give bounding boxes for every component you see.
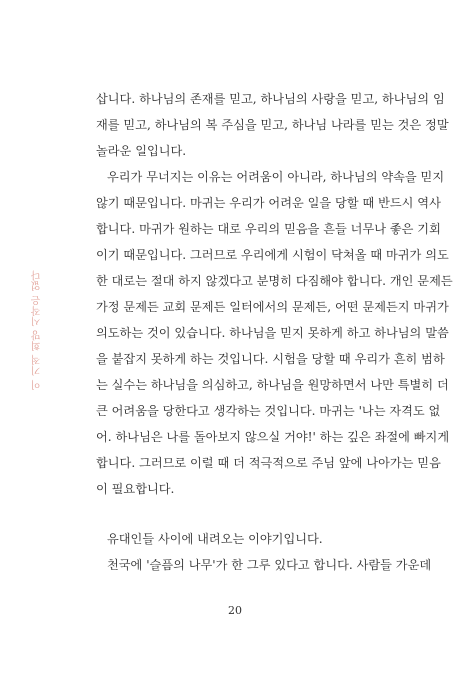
text-line: 합니다. 마귀가 원하는 대로 우리의 믿음을 흔들 너무나 좋은 기회 (96, 222, 441, 236)
text-line: 이기 때문입니다. 그러므로 우리에게 시험이 닥쳐올 때 마귀가 의도 (96, 248, 449, 262)
text-line: 의도하는 것이 있습니다. 하나님을 믿지 못하게 하고 하나님의 말씀 (96, 326, 449, 340)
text-line: 는 실수는 하나님을 의심하고, 하나님을 원망하면서 나만 특별히 더 (96, 378, 449, 392)
text-line: 을 붙잡지 못하게 하는 것입니다. 시험을 당할 때 우리가 흔히 범하 (96, 352, 445, 366)
text-line: 재를 믿고, 하나님의 복 주심을 믿고, 하나님 나라를 믿는 것은 정말 (96, 118, 449, 132)
running-chapter-title (30, 270, 44, 390)
text-line: 삽니다. 하나님의 존재를 믿고, 하나님의 사랑을 믿고, 하나님의 임 (96, 92, 445, 106)
running-chapter-title-text: 이 기적 희망 시작은 없다 (31, 270, 43, 390)
text-line: 이 필요합니다. (96, 482, 175, 496)
paragraph-gap (96, 502, 426, 526)
text-line: 않기 때문입니다. 마귀는 우리가 어려운 일을 당할 때 반드시 역사 (96, 196, 441, 210)
text-line: 유대인들 사이에 내려오는 이야기입니다. (107, 532, 323, 546)
text-line: 놀라운 일입니다. (96, 144, 187, 158)
text-line: 가정 문제든 교회 문제든 일터에서의 문제든, 어떤 문제든지 마귀가 (96, 300, 449, 314)
body-text (96, 86, 453, 578)
text-line: 큰 어려움을 당한다고 생각하는 것입니다. 마귀는 '나는 자격도 없 (96, 404, 441, 418)
text-line: 우리가 무너지는 이유는 어려움이 아니라, 하나님의 약속을 믿지 (107, 170, 445, 184)
text-line: 천국에 '슬픔의 나무'가 한 그루 있다고 합니다. 사람들 가운데 (107, 558, 432, 572)
text-line: 어. 하나님은 나를 돌아보지 않으실 거야!' 하는 깊은 좌절에 빠지게 (96, 430, 450, 444)
page-number: 20 (228, 604, 242, 617)
text-line: 합니다. 그러므로 이럴 때 더 적극적으로 주님 앞에 나아가는 믿음 (96, 456, 441, 470)
text-line: 한 대로는 절대 하지 않겠다고 분명히 다짐해야 합니다. 개인 문제든 (96, 274, 453, 288)
